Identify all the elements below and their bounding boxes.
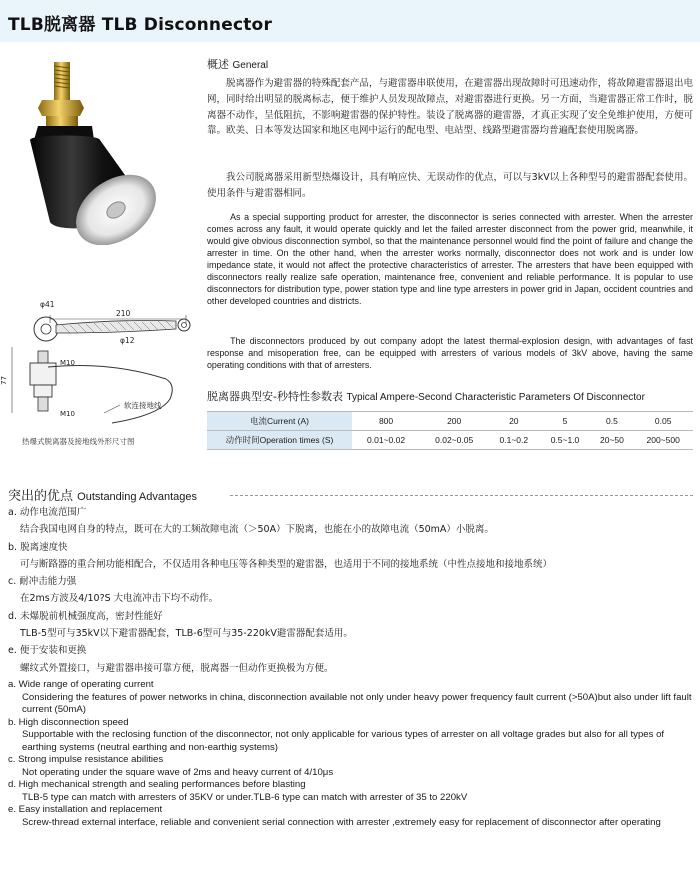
- adv-cn-item-title: e. 便于安装和更换: [8, 645, 87, 657]
- adv-cn-item-title: b. 脱离速度快: [8, 541, 68, 553]
- table-heading-cn: 脱离器典型安-秒特性参数表: [207, 390, 343, 403]
- advantages-heading-en: Outstanding Advantages: [77, 491, 198, 503]
- section-divider: [230, 495, 693, 496]
- title-bar: [0, 0, 700, 42]
- general-cn-paragraph-1: 脱离器作为避雷器的特殊配套产品，与避雷器串联使用，在避雷器出现故障时可迅速动作，将故障避雷器退出电网，同时给出明显的脱离标志，便于维护人员发现故障点，对避雷器进行更换。另一方面，当避雷器正常工作时，脱离器不动作，呈低阻抗，不影响避雷器的保护特性。装设了脱离器的避雷器，才真正实现了安全免维护使用，方便可靠。欧美、日本等发达国家和地区电网中运行的配电型、电站型、线路型避雷器均普遍配套使用脱离器。: [207, 78, 693, 137]
- adv-cn-item-title: a. 动作电流范围广: [8, 507, 87, 518]
- adv-cn-item-title: d. 未爆脱前机械强度高，密封性能好: [8, 610, 163, 622]
- table-cell: 200~500: [633, 431, 693, 450]
- adv-en-item-title: b. High disconnection speed: [8, 716, 129, 728]
- advantages-heading-cn: 突出的优点: [8, 489, 74, 504]
- dim-m10-bottom: M10: [60, 410, 75, 418]
- adv-en-item-title: e. Easy installation and replacement: [8, 804, 163, 815]
- dim-12: φ12: [120, 336, 135, 345]
- table-heading-en: Typical Ampere-Second Characteristic Parameters Of Disconnector: [346, 392, 645, 403]
- adv-en-item-body: Not operating under the square wave of 2ms and heavy current of 4/10μs: [22, 766, 334, 778]
- table-cell: 0.05: [633, 412, 693, 431]
- adv-cn-item-body: 在2ms方波及4/10?S 大电流冲击下均不动作。: [20, 593, 219, 605]
- adv-en-item-body: Supportable with the reclosing function of the disconnector, not only applicable for various types of arrester on all voltage grades but also for all types of earthing systems (neutral earthing and non-earthig systems): [22, 729, 665, 753]
- advantages-en-list: [8, 679, 696, 829]
- adv-cn-item-title: c. 耐冲击能力强: [8, 576, 77, 588]
- general-heading-cn: 概述: [207, 58, 229, 71]
- dim-77: 77: [0, 376, 8, 385]
- general-heading-en: General: [232, 60, 269, 71]
- table-cell: 0.01~0.02: [352, 431, 420, 450]
- table-heading: [207, 388, 693, 404]
- general-heading: [207, 56, 693, 72]
- adv-en-item-title: d. High mechanical strength and sealing performances before blasting: [8, 779, 306, 790]
- adv-en-item-body: TLB-5 type can match with arresters of 35KV or under.TLB-6 type can match with arrester of 35 to 220kV: [22, 791, 468, 803]
- table-cell: 5: [539, 412, 590, 431]
- product-photo: [20, 60, 180, 245]
- dim-41: φ41: [40, 300, 55, 309]
- adv-cn-item-body: 可与断路器的重合闸功能相配合，不仅适用各种电压等各种类型的避雷器，也适用于不同的接地系统（中性点接地和接地系统）: [20, 558, 553, 570]
- table-cell: 0.5: [591, 412, 634, 431]
- adv-en-item-title: c. Strong impulse resistance abilities: [8, 754, 164, 765]
- dim-m10-top: M10: [60, 359, 75, 367]
- table-row: [207, 412, 693, 431]
- adv-en-item-body: Screw-thread external interface, reliable and convenient serial connection with arrester ,extremely easy for replacement of disconnector after operating: [22, 816, 661, 828]
- parameter-table: [207, 411, 693, 450]
- drawing-caption: 热爆式脱离器及接地线外形尺寸图: [22, 437, 135, 446]
- dim-210: 210: [116, 309, 131, 318]
- adv-cn-item-body: 结合我国电网自身的特点，既可在大的工频故障电流（＞50A）下脱离，也能在小的故障电流（50mA）小脱离。: [20, 524, 494, 536]
- advantages-heading: [8, 485, 197, 504]
- advantages-cn-list: [8, 504, 693, 677]
- table-cell: 0.1~0.2: [488, 431, 539, 450]
- adv-cn-item-body: TLB-5型可与35kV以下避雷器配套，TLB-6型可与35-220kV避雷器配套适用。: [20, 628, 353, 640]
- adv-en-item-body: Considering the features of power networks in china, disconnection available not only under heavy power frequency fault current (>50A)but also under lift fault current (50mA): [22, 691, 692, 715]
- row-label-current: 电流Current (A): [207, 412, 352, 431]
- general-en-paragraph-1: As a special supporting product for arrester, the disconnector is series connected with arrester. When the arrester comes across any fault, it would operate quickly and let the failed arrester disconnect from the power grid, meanwhile, it would give obvious disconnection symbol, so that the maintenance personnel would find the point of failure and change the arrester in time. On the other hand, when the arrester works normally, disconnector does not work and is under low impedance state, it would not affect the protective characteristics of arrester. The arresters that have been equipped with disconnectors really realize safe operation, maintenance free, convenient and reliable performance. It is popular to use disconnectors for distribution type, power station type and line type arresters in power grid in Japan, occident countries and other developed countries and districts.: [207, 212, 693, 307]
- lead-label: 软连接地线: [124, 401, 162, 410]
- general-en-paragraph-2: The disconnectors produced by out company adopt the latest thermal-explosion design, with advantages of fast response and misoperation free, can be equipped with arresters of various models of 3kV above, having the same operating conditions with that of arresters.: [207, 336, 693, 371]
- table-cell: 20~50: [591, 431, 634, 450]
- general-cn-paragraph-2: 我公司脱离器采用新型热爆设计，具有响应快、无误动作的优点，可以与3kV以上各种型号的避雷器配套使用。使用条件与避雷器相同。: [207, 172, 693, 199]
- table-cell: 0.02~0.05: [420, 431, 488, 450]
- table-cell: 800: [352, 412, 420, 431]
- table-cell: 0.5~1.0: [539, 431, 590, 450]
- row-label-time: 动作时间Operation times (S): [207, 431, 352, 450]
- adv-cn-item-body: 螺纹式外置接口，与避雷器串接可靠方便，脱离器一但动作更换极为方便。: [20, 662, 334, 674]
- table-row: [207, 431, 693, 450]
- adv-en-item-title: a. Wide range of operating current: [8, 679, 154, 690]
- table-cell: 200: [420, 412, 488, 431]
- table-cell: 20: [488, 412, 539, 431]
- page-title: TLB脱离器 TLB Disconnector: [8, 15, 273, 35]
